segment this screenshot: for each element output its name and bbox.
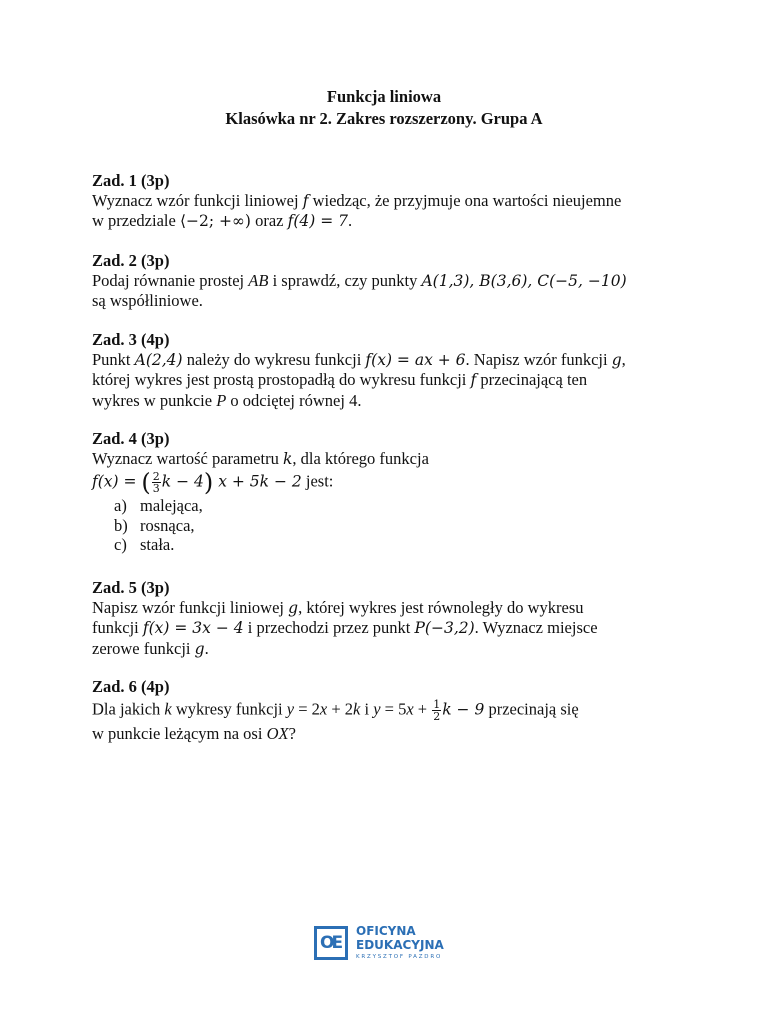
list-item: c) stała. [114, 535, 175, 555]
page-title: Funkcja liniowa [326, 87, 442, 106]
task-text: wykres w punkcie P o odciętej równej 4. [92, 390, 362, 410]
task-heading: Zad. 4 (3p) [92, 429, 170, 448]
logo-wordmark: OFICYNA EDUKACYJNA [356, 924, 444, 952]
title-block [0, 86, 768, 130]
fraction: $\frac{2}{3}$ [152, 470, 160, 496]
task-text: Podaj równanie prostej AB i sprawdź, czy punkty A(1,3), B(3,6), C(−5, −10) [92, 270, 627, 290]
task-heading: Zad. 1 (3p) [92, 171, 170, 190]
task-6 [92, 677, 692, 743]
fraction: $\frac{1}{2}$ [433, 697, 441, 723]
task-3 [92, 330, 692, 410]
page-subtitle: Klasówka nr 2. Zakres rozszerzony. Grupa A [225, 109, 543, 128]
sub-list [92, 496, 692, 555]
task-text: w przedziale ⟨−2; +∞) oraz f(4) = 7. [92, 211, 353, 231]
task-text: Napisz wzór funkcji liniowej g, której wykres jest równoległy do wykresu [92, 597, 584, 617]
task-text: Punkt A(2,4) należy do wykresu funkcji f(x) = ax + 6. Napisz wzór funkcji g, [92, 349, 626, 369]
task-2 [92, 251, 692, 311]
list-item: a) malejąca, [114, 496, 203, 516]
task-text: funkcji f(x) = 3x − 4 i przechodzi przez punkt P(−3,2). Wyznacz miejsce [92, 618, 598, 638]
task-text: Wyznacz wzór funkcji liniowej f wiedząc, że przyjmuje ona wartości nieujemne [92, 190, 622, 210]
publisher-logo [314, 922, 464, 968]
task-text: której wykres jest prostą prostopadłą do wykresu funkcji f przecinającą ten [92, 370, 588, 390]
task-text: w punkcie leżącym na osi OX? [92, 723, 296, 743]
task-4 [92, 429, 692, 555]
task-heading: Zad. 5 (3p) [92, 578, 170, 597]
task-5 [92, 578, 692, 659]
logo-mark-icon: OE [314, 926, 348, 960]
task-text: są współliniowe. [92, 291, 203, 311]
task-heading: Zad. 3 (4p) [92, 330, 170, 349]
task-heading: Zad. 2 (3p) [92, 251, 170, 270]
task-text: zerowe funkcji g. [92, 638, 209, 658]
task-1 [92, 171, 692, 232]
list-item: b) rosnąca, [114, 515, 195, 535]
task-text: Wyznacz wartość parametru k, dla którego funkcja [92, 448, 429, 468]
task-text: Dla jakich k wykresy funkcji y = 2x + 2k i y = 5x + $\frac{1}{2}$ k − 9 przecinają się [92, 697, 579, 723]
task-formula: f(x) = ( $\frac{2}{3}$ k − 4) x + 5k − 2 jest: [92, 468, 334, 497]
logo-subtitle: KRZYSZTOF PAZDRO [356, 954, 443, 960]
task-heading: Zad. 6 (4p) [92, 677, 170, 696]
